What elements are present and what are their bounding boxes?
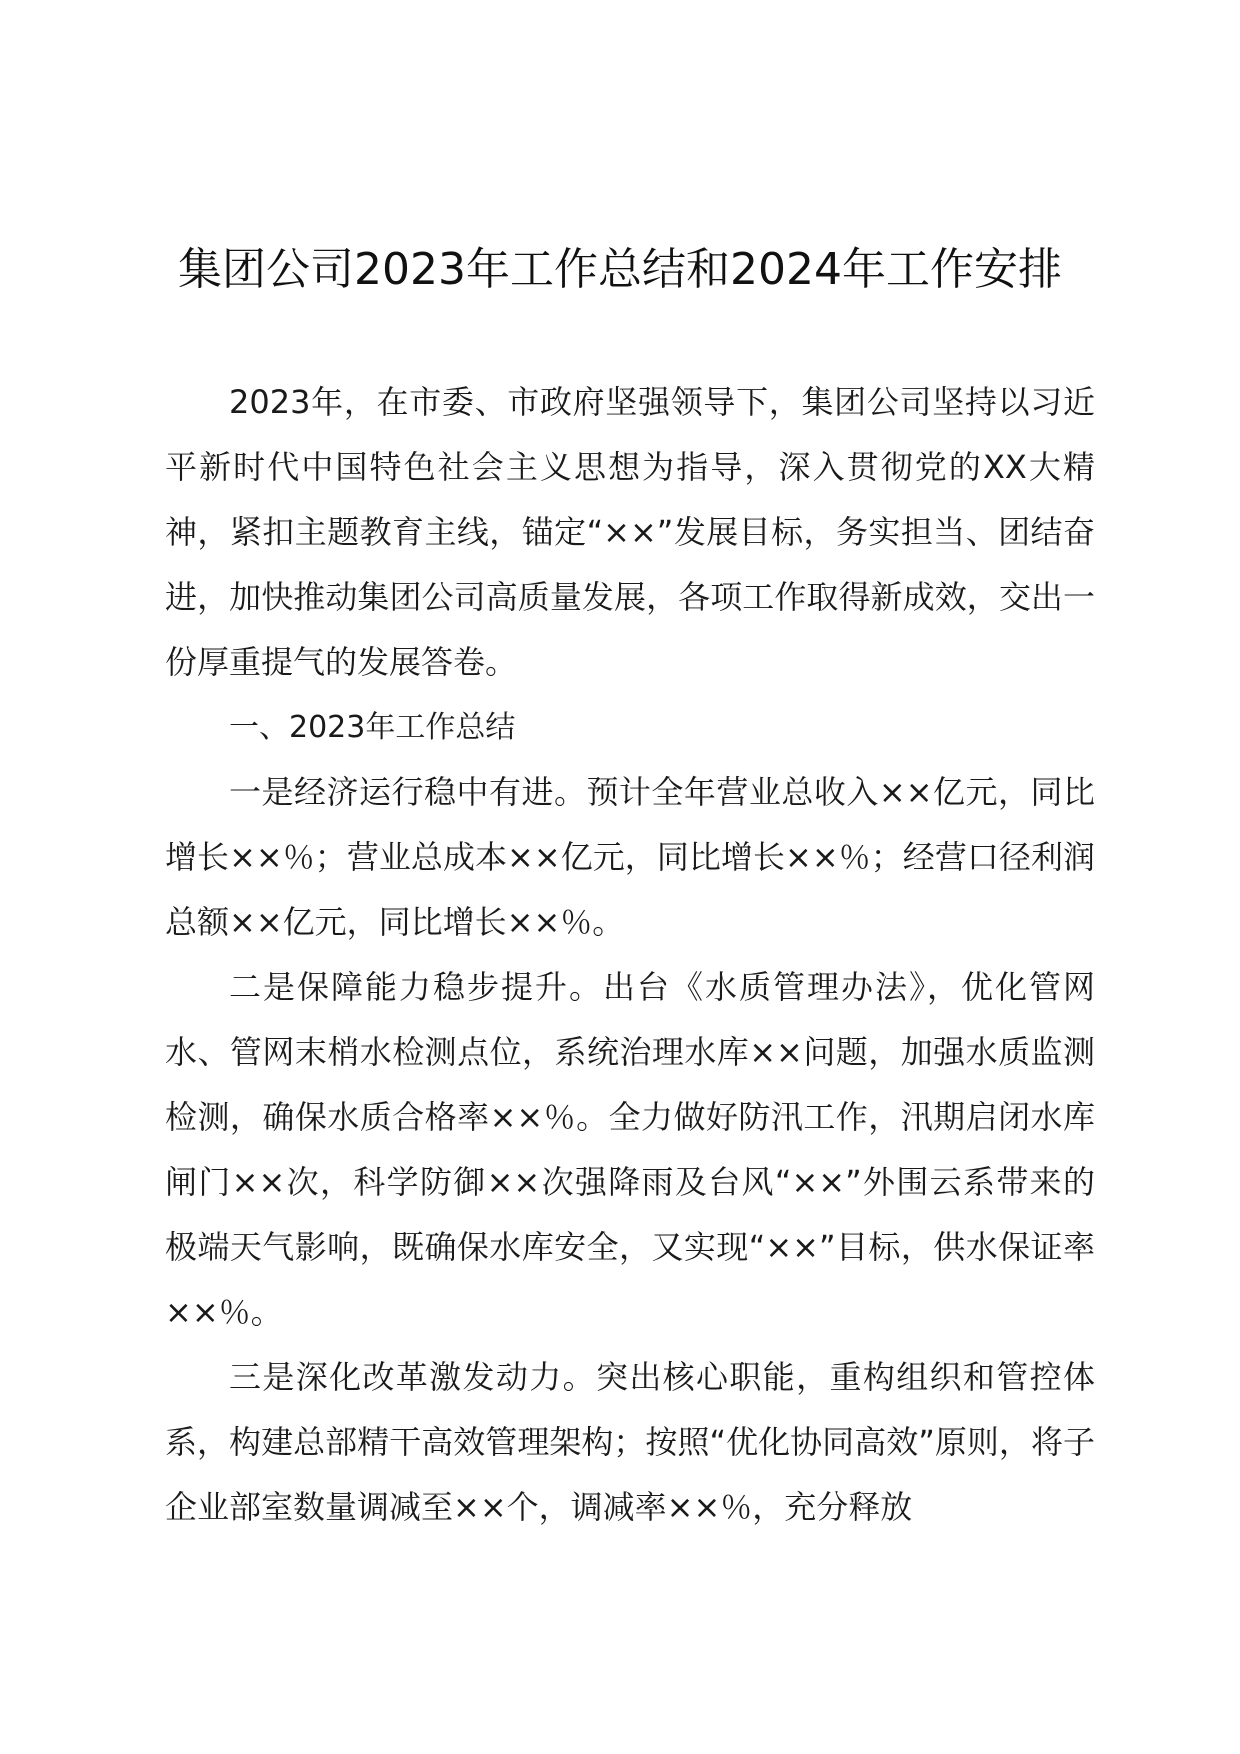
intro-paragraph: 2023年，在市委、市政府坚强领导下，集团公司坚持以习近平新时代中国特色社会主义思想为指导，深入贯彻党的XX大精神，紧扣主题教育主线，锚定“××”发展目标，务实担当、团结奋进，加快推动集团公司高质量发展，各项工作取得新成效，交出一份厚重提气的发展答卷。 — [165, 383, 1095, 681]
item-economic-operation: 一是经济运行稳中有进。预计全年营业总收入××亿元，同比增长××％；营业总成本××亿元，同比增长××％；经营口径利润总额××亿元，同比增长××％。 — [165, 773, 1095, 941]
document-body — [165, 370, 1095, 1540]
document-title: 集团公司2023年工作总结和2024年工作安排 — [178, 244, 1062, 295]
section-heading-work-summary: 一、2023年工作总结 — [229, 710, 516, 745]
item-supply-assurance: 二是保障能力稳步提升。出台《水质管理办法》，优化管网水、管网末梢水检测点位，系统治理水库××问题，加强水质监测检测，确保水质合格率××％。全力做好防汛工作，汛期启闭水库闸门××次，科学防御××次强降雨及台风“××”外围云系带来的极端天气影响，既确保水库安全，又实现“××”目标，供水保证率××％。 — [165, 968, 1095, 1331]
item-reform: 三是深化改革激发动力。突出核心职能，重构组织和管控体系，构建总部精干高效管理架构；按照“优化协同高效”原则，将子企业部室数量调减至××个，调减率××％，充分释放 — [165, 1358, 1095, 1526]
